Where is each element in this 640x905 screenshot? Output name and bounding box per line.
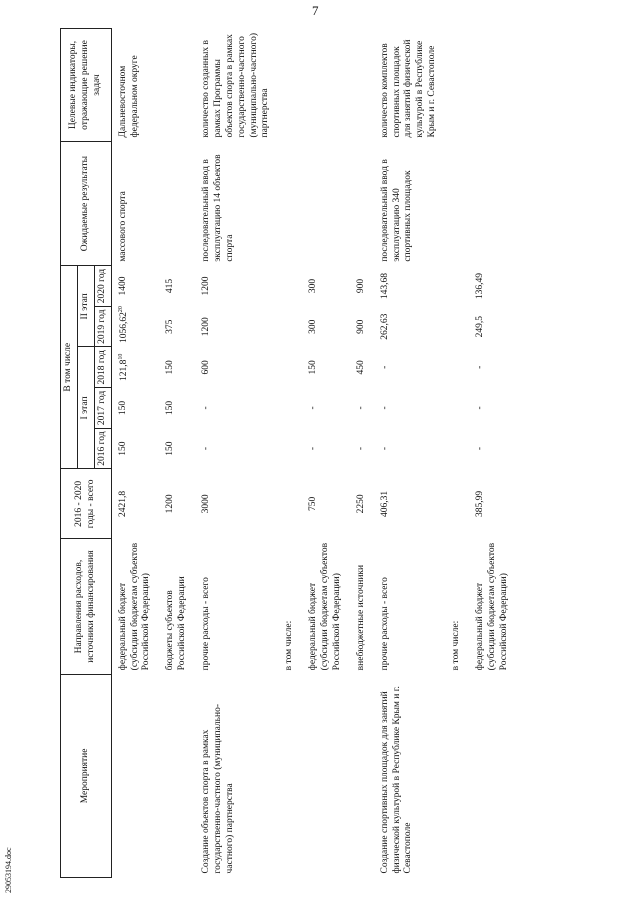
cell-2018-text: 150 <box>165 360 176 375</box>
page-number: 7 <box>312 3 319 18</box>
cell-2019-text: 1200 <box>201 317 211 337</box>
cell-2017 <box>374 388 445 429</box>
table-row <box>302 29 350 878</box>
cell-indicator-text: Дальневосточном федеральном округе <box>117 55 140 138</box>
cell-2019 <box>445 306 469 347</box>
cell-result <box>111 142 159 266</box>
cell-2019 <box>350 306 374 347</box>
cell-2016-text: 150 <box>117 441 128 456</box>
cell-2020 <box>278 266 302 307</box>
footer-file-name: 29053194.doc <box>4 847 13 893</box>
cell-2019 <box>159 306 195 347</box>
cell-2018 <box>111 347 159 388</box>
cell-2017-text: - <box>474 406 485 410</box>
cell-direction-text: внебюджетные источники <box>355 564 366 671</box>
cell-direction-text: прочие расходы - всего <box>379 577 390 671</box>
table-row <box>159 29 195 878</box>
cell-indicator <box>374 29 445 142</box>
cell-2020 <box>374 266 445 307</box>
cell-direction <box>350 539 374 674</box>
cell-direction <box>195 539 278 674</box>
header-year-2020: 2020 год <box>94 266 111 307</box>
table-row <box>195 29 278 878</box>
header-event: Мероприятие <box>61 674 112 877</box>
cell-total-text: 2250 <box>355 494 366 514</box>
cell-2020 <box>195 266 278 307</box>
cell-indicator <box>302 29 350 142</box>
cell-2020-text: 143,68 <box>379 272 390 300</box>
cell-2018 <box>278 347 302 388</box>
cell-result <box>445 142 469 266</box>
cell-2016-text: 150 <box>165 441 176 456</box>
footnote-marker: 20 <box>117 306 124 313</box>
table-landscape-wrapper <box>60 28 630 878</box>
cell-result <box>159 142 195 266</box>
cell-2017 <box>111 388 159 429</box>
cell-2019-text: 262,63 <box>379 313 390 340</box>
cell-2019-text: 375 <box>165 319 176 334</box>
cell-total <box>195 469 278 539</box>
cell-2020 <box>302 266 350 307</box>
cell-2016 <box>278 428 302 469</box>
cell-2020-text: 1200 <box>201 276 211 296</box>
cell-indicator <box>445 29 469 142</box>
cell-total <box>159 469 195 539</box>
header-year-2017: 2017 год <box>94 388 111 429</box>
cell-2017 <box>445 388 469 429</box>
cell-result <box>195 142 278 266</box>
cell-event <box>195 674 278 877</box>
header-results: Ожидаемые результаты <box>61 142 112 266</box>
cell-2018-text: 150 <box>308 360 319 375</box>
cell-2018-text: - <box>379 365 390 369</box>
cell-2018-text: - <box>474 365 485 369</box>
cell-2016-text: - <box>355 446 366 451</box>
cell-event <box>302 674 350 877</box>
cell-2018 <box>350 347 374 388</box>
header-year-2019: 2019 год <box>94 306 111 347</box>
cell-2017 <box>159 388 195 429</box>
cell-2020-text: 136,49 <box>474 272 485 300</box>
cell-direction <box>445 539 469 674</box>
table-row <box>111 29 159 878</box>
cell-result <box>374 142 445 266</box>
table-body <box>111 29 516 878</box>
cell-direction <box>302 539 350 674</box>
cell-result <box>278 142 302 266</box>
cell-total <box>374 469 445 539</box>
cell-2018-text: 121,8 <box>118 359 129 381</box>
cell-event <box>111 674 159 877</box>
header-total: 2016 - 2020 годы - всего <box>61 469 112 539</box>
cell-total-text: 3000 <box>201 494 211 514</box>
header-directions: Направления расходов, источники финансирования <box>61 539 112 674</box>
cell-2016 <box>302 428 350 469</box>
cell-2016-text: - <box>201 446 211 451</box>
cell-direction-text: прочие расходы - всего <box>201 577 211 671</box>
cell-2019-text: 900 <box>355 319 366 334</box>
cell-2017 <box>350 388 374 429</box>
cell-event <box>374 674 445 877</box>
cell-2019 <box>374 306 445 347</box>
cell-total-text: 2421,8 <box>117 490 128 517</box>
cell-direction-text: в том числе: <box>451 620 461 671</box>
header-stage-1: I этап <box>77 347 94 469</box>
cell-direction <box>159 539 195 674</box>
cell-2017 <box>278 388 302 429</box>
cell-2020 <box>445 266 469 307</box>
cell-2016 <box>195 428 278 469</box>
cell-2017-text: 150 <box>117 400 128 416</box>
cell-2016 <box>350 428 374 469</box>
cell-indicator-text: количество комплектов спортивных площадок для занятий физической культурой в Республике Крым и г. Севастополе <box>379 39 438 138</box>
cell-indicator <box>195 29 278 142</box>
cell-2017 <box>302 388 350 429</box>
cell-direction-text: федеральный бюджет (субсидии бюджетам субъектов Российской Федерации) <box>308 542 342 671</box>
cell-direction <box>111 539 159 674</box>
cell-event <box>350 674 374 877</box>
header-including: В том числе <box>61 266 78 469</box>
cell-2019 <box>278 306 302 347</box>
cell-event <box>159 674 195 877</box>
program-table <box>60 28 517 878</box>
cell-total-text: 385,99 <box>474 490 485 517</box>
cell-total-text: 750 <box>308 496 319 511</box>
cell-2017-text: 150 <box>165 400 176 416</box>
table-row <box>469 29 517 878</box>
cell-2019 <box>469 306 517 347</box>
cell-event <box>278 674 302 877</box>
cell-2020 <box>159 266 195 307</box>
cell-2016 <box>445 428 469 469</box>
cell-result-text: последовательный ввод в эксплуатацию 340 спортивных площадок <box>379 159 414 262</box>
cell-2019-text: 249,5 <box>474 316 485 338</box>
cell-2018 <box>302 347 350 388</box>
cell-direction-text: бюджеты субъектов Российской Федерации <box>165 576 188 671</box>
cell-direction-text: федеральный бюджет (субсидии бюджетам субъектов Российской Федерации) <box>117 542 152 671</box>
cell-result-text: последовательный ввод в эксплуатацию 14 объектов спорта <box>201 154 235 262</box>
cell-2018 <box>195 347 278 388</box>
header-indicators: Целевые индикаторы, отражающие решение задач <box>61 29 112 142</box>
cell-indicator <box>159 29 195 142</box>
cell-total <box>302 469 350 539</box>
cell-2018 <box>469 347 517 388</box>
cell-indicator <box>111 29 159 142</box>
table-header <box>61 29 112 878</box>
cell-2020-text: 415 <box>165 278 176 294</box>
cell-2016 <box>111 428 159 469</box>
cell-2020 <box>111 266 159 307</box>
header-year-2016: 2016 год <box>94 428 111 469</box>
cell-result <box>302 142 350 266</box>
cell-2018 <box>445 347 469 388</box>
cell-indicator <box>350 29 374 142</box>
cell-event <box>445 674 469 877</box>
cell-2020-text: 900 <box>355 278 366 294</box>
cell-2017 <box>469 388 517 429</box>
cell-2019 <box>111 306 159 347</box>
cell-direction-text: в том числе: <box>284 620 295 671</box>
cell-2016 <box>469 428 517 469</box>
cell-indicator <box>469 29 517 142</box>
cell-2019 <box>302 306 350 347</box>
cell-2018 <box>159 347 195 388</box>
cell-event-text: Создание спортивных площадок для занятий физической культурой в Республике Крым и г. Севастополе <box>379 686 414 874</box>
cell-event-text: Создание объектов спорта в рамках государственно-частного (муниципально-частного) партнерства <box>201 704 235 874</box>
cell-event <box>469 674 517 877</box>
cell-2017-text: - <box>355 406 366 410</box>
cell-2016 <box>159 428 195 469</box>
cell-2017-text: - <box>201 406 211 410</box>
cell-2016-text: - <box>379 446 390 451</box>
cell-2019 <box>195 306 278 347</box>
table-row <box>445 29 469 878</box>
cell-result <box>469 142 517 266</box>
table-row <box>374 29 445 878</box>
cell-total <box>278 469 302 539</box>
cell-total <box>111 469 159 539</box>
cell-2016-text: - <box>474 446 485 451</box>
cell-total-text: 406,31 <box>379 490 390 517</box>
cell-2020 <box>469 266 517 307</box>
cell-result <box>350 142 374 266</box>
header-stage-2: II этап <box>77 266 94 347</box>
cell-2016-text: - <box>308 446 319 451</box>
cell-2018 <box>374 347 445 388</box>
table-row <box>278 29 302 878</box>
cell-direction <box>469 539 517 674</box>
cell-2018-text: 600 <box>201 360 211 375</box>
cell-2016 <box>374 428 445 469</box>
cell-2017-text: - <box>308 406 319 410</box>
footnote-marker: 10 <box>117 353 124 360</box>
cell-total <box>445 469 469 539</box>
cell-indicator-text: количество созданных в рамках Программы объектов спорта в рамках государственно-частного (муниципально-частного) партнерства <box>201 33 271 138</box>
cell-total <box>350 469 374 539</box>
cell-2020 <box>350 266 374 307</box>
cell-total-text: 1200 <box>165 494 176 514</box>
cell-2020-text: 1400 <box>117 276 128 296</box>
cell-direction <box>278 539 302 674</box>
header-year-2018: 2018 год <box>94 347 111 388</box>
table-row <box>350 29 374 878</box>
cell-2020-text: 300 <box>308 278 319 294</box>
cell-2017-text: - <box>379 406 390 410</box>
cell-direction <box>374 539 445 674</box>
cell-result-text: массового спорта <box>117 191 128 262</box>
cell-indicator <box>278 29 302 142</box>
cell-total <box>469 469 517 539</box>
cell-2019-text: 300 <box>308 319 319 334</box>
cell-2018-text: 450 <box>355 360 366 375</box>
cell-2019-text: 1056,62 <box>118 312 129 343</box>
cell-direction-text: федеральный бюджет (субсидии бюджетам субъектов Российской Федерации) <box>474 542 509 671</box>
cell-2017 <box>195 388 278 429</box>
